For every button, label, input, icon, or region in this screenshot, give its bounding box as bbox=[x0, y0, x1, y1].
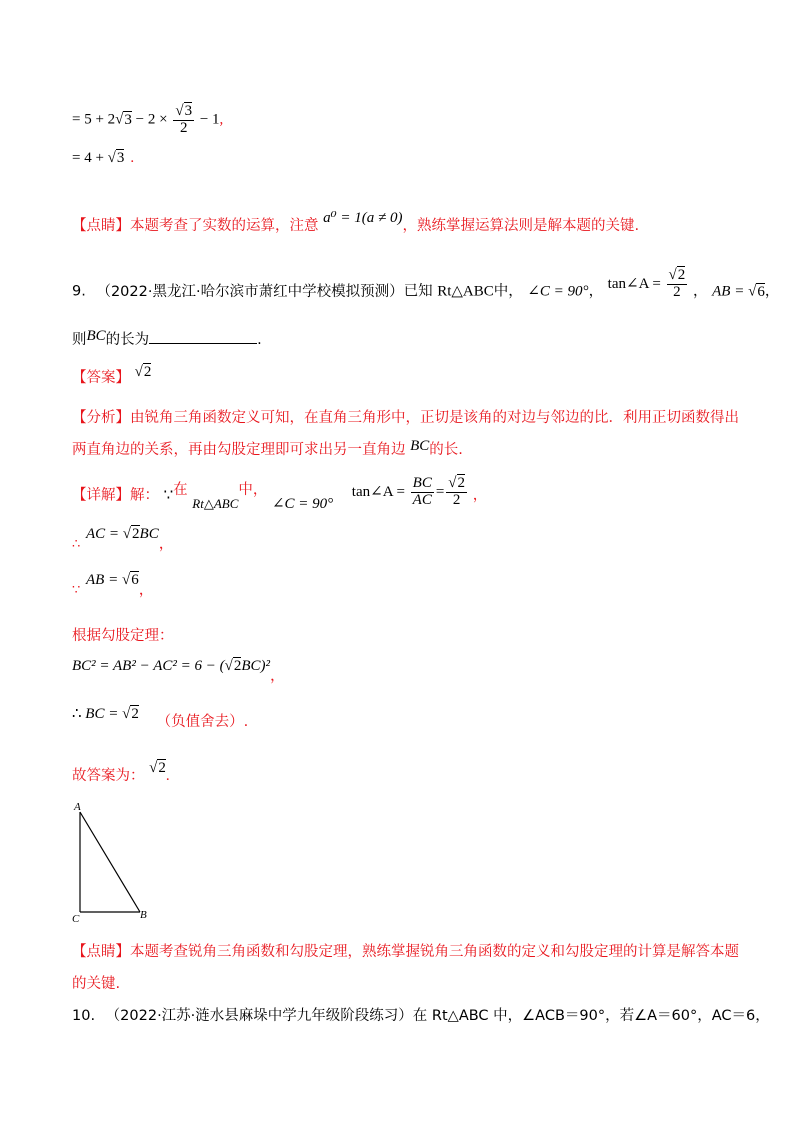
tan-a-ratio: tan∠A = $\frac{BC}{AC}$ = $\frac{√2}{2}$ bbox=[351, 475, 466, 508]
detail-step-4: ∴ BC = √2 （负值舍去）. bbox=[72, 706, 249, 730]
vertex-c-label: C bbox=[72, 913, 80, 925]
detail-step-3: BC² = AB² − AC² = 6 − (√2BC)²， bbox=[72, 658, 286, 684]
vertex-b-label: B bbox=[140, 909, 147, 921]
fraction-sqrt3-over-2: $\frac{√3}{2}$ bbox=[175, 103, 193, 136]
answer-line: 【答案】 √2 bbox=[72, 364, 152, 386]
right-triangle-figure bbox=[70, 800, 160, 925]
tan-a-expression: tan∠A = $\frac{√2}{2}$ bbox=[607, 267, 686, 300]
vertex-a-label: A bbox=[74, 801, 81, 813]
zero-power-formula: a⁰ = 1(a ≠ 0) bbox=[323, 210, 403, 226]
final-answer: 故答案为： √2. bbox=[72, 760, 170, 784]
question-9-line-2: 则BC的长为 . bbox=[72, 328, 262, 348]
analysis-line-2: 两直角边的关系，再由勾股定理即可求出另一直角边 BC的长. bbox=[72, 438, 463, 458]
question-9: 9. （2022·黑龙江·哈尔滨市萧红中学校模拟预测）已知 Rt△ABC中， ∠C = 90°， tan∠A = $\frac{√2}{2}$ ， AB = √6， bbox=[72, 267, 780, 300]
detail-step-1: ∴ AC = √2BC， bbox=[72, 526, 174, 552]
question-10: 10. （2022·江苏·涟水县麻垛中学九年级阶段练习）在 Rt△ABC 中，∠ACB＝90°，若∠A＝60°，AC＝6， bbox=[72, 1008, 770, 1024]
detail-step-2: ∵ AB = √6， bbox=[72, 572, 154, 598]
dianjing-2-line-1: 【点睛】本题考查锐角三角函数和勾股定理，熟练掌握锐角三角函数的定义和勾股定理的计算是解答本题 bbox=[72, 944, 739, 960]
analysis-line-1: 【分析】由锐角三角函数定义可知，在直角三角形中，正切是该角的对边与邻边的比．利用正切函数得出 bbox=[72, 410, 739, 426]
dianjing-2-line-2: 的关键. bbox=[72, 976, 121, 992]
pythagorean-label: 根据勾股定理： bbox=[72, 628, 174, 644]
solution-line-2: = 4 + √3 . bbox=[72, 150, 135, 166]
dianjing-1: 【点睛】本题考查了实数的运算，注意 a⁰ = 1(a ≠ 0)，熟练掌握运算法则是解本题的关键. bbox=[72, 210, 640, 234]
solution-line-1: = 5 + 2√3 − 2 × $\frac{√3}{2}$ − 1, bbox=[72, 103, 224, 136]
answer-blank[interactable] bbox=[149, 329, 257, 344]
detail-line-1: 【详解】解： ∵在 Rt△ABC中， ∠C = 90° tan∠A = $\frac{BC}{AC}$ = $\frac{√2}{2}$ ， bbox=[72, 475, 488, 512]
